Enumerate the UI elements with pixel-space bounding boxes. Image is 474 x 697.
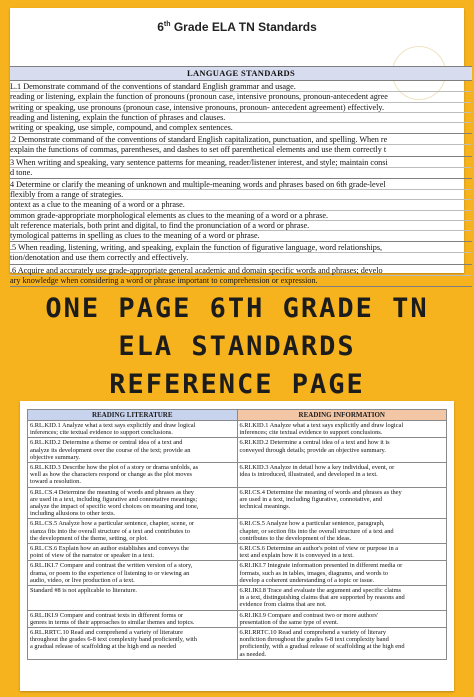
reading-standard-row	[28, 610, 447, 627]
reading-standard-row	[28, 544, 447, 561]
reading-literature-cell: 6.RL.RRTC.10 Read and comprehend a variety of literature throughout the grades 6-8 text complexity band proficiently, with a gradual release of scaffolding at the high end as needed	[28, 628, 238, 660]
reading-information-cell: 6.RI.KID.3 Analyze in detail how a key individual, event, or idea is introduced, illustrated, and developed in a text.	[237, 463, 447, 488]
reading-literature-cell: 6.RL.KID.2 Determine a theme or central idea of a text and analyze its development over the course of the text; provide an objective summary.	[28, 438, 238, 463]
language-standard-row	[10, 81, 472, 134]
language-standard-line: ult reference materials, both print and digital, to find the pronunciation of a word or phrase.	[10, 221, 471, 231]
reading-literature-cell: 6.RL.KID.3 Describe how the plot of a story or drama unfolds, as well as how the characters respond or change as the plot moves toward a resolution.	[28, 463, 238, 488]
reading-information-cell: 6.RI.IKI.8 Trace and evaluate the argument and specific claims in a text, distinguishing claims that are supported by reasons and evidence from claims that are not.	[237, 586, 447, 611]
reading-standards-card	[20, 401, 454, 691]
reading-standard-row	[28, 519, 447, 544]
reading-standard-row	[28, 628, 447, 660]
reading-literature-cell: Standard #8 is not applicable to literature.	[28, 586, 238, 611]
reading-information-header: READING INFORMATION	[237, 410, 447, 421]
language-standard-cell	[10, 264, 472, 286]
reading-literature-cell: 6.RL.CS.5 Analyze how a particular sentence, chapter, scene, or stanza fits into the overall structure of a text and contributes to the development of the theme, setting, or plot.	[28, 519, 238, 544]
language-standard-row	[10, 264, 472, 286]
reading-information-cell: 6.RI.IKI.9 Compare and contrast two or more authors' presentation of the same type of event.	[237, 610, 447, 627]
language-standard-line: tion/denotation and use them correctly and effectively.	[10, 253, 189, 263]
language-standard-line: reading and listening, explain the function of phrases and clauses.	[10, 113, 471, 123]
reading-information-cell: 6.RI.IKI.7 Integrate information presented in different media or formats, such as in tables, images, diagrams, and words to develop a coherent understanding of a topic or issue.	[237, 561, 447, 586]
headline-line-3: REFERENCE PAGE	[109, 369, 365, 400]
reading-information-cell: 6.RI.CS.4 Determine the meaning of words and phrases as they are used in a text, including figurative, connotative, and technical meanings.	[237, 487, 447, 519]
language-standard-line: 3 When writing and speaking, vary sentence patterns for meaning, reader/listener interest, and style; maintain consi	[10, 158, 471, 168]
language-standard-line: .6 Acquire and accurately use grade-appropriate general academic and domain specific words and phrases; develo	[10, 266, 471, 276]
reading-standard-row	[28, 421, 447, 438]
language-standard-line: .5 When reading, listening, writing, and speaking, explain the function of figurative language, word relationships,	[10, 243, 471, 253]
reading-literature-cell: 6.RL.CS.6 Explain how an author establishes and conveys the point of view of the narrator or speaker in a text.	[28, 544, 238, 561]
language-standards-card	[10, 8, 464, 285]
language-standard-cell	[10, 134, 472, 156]
reading-literature-cell: 6.RL.KID.1 Analyze what a text says explicitly and draw logical inferences; cite textual evidence to support conclusions.	[28, 421, 238, 438]
language-standard-line: flexibly from a range of strategies.	[10, 190, 471, 200]
language-standard-row	[10, 179, 472, 242]
language-standard-cell	[10, 242, 472, 264]
title-text: Grade ELA TN Standards	[170, 20, 317, 34]
reading-information-cell: 6.RI.KID.2 Determine a central idea of a text and how it is conveyed through details; provide an objective summary.	[237, 438, 447, 463]
language-standard-line: ary knowledge when considering a word or phrase important to comprehension or expression.	[10, 275, 318, 285]
title-grade-number: 6	[157, 20, 164, 34]
reading-literature-cell: 6.RL.IKI.7 Compare and contrast the written version of a story, drama, or poem to the experience of listening to or viewing an audio, video, or live production of a text.	[28, 561, 238, 586]
reading-header-row	[28, 410, 447, 421]
language-standard-row	[10, 242, 472, 264]
language-standard-line: tymological patterns in spelling as clues to the meaning of a word or phrase.	[10, 231, 260, 241]
language-standard-row	[10, 156, 472, 178]
reading-literature-cell: 6.RL.CS.4 Determine the meaning of words and phrases as they are used in a text, including figurative and connotative meanings; analyze the impact of specific word choices on meaning and tone, including allusions to other texts.	[28, 487, 238, 519]
language-standards-table	[10, 66, 472, 287]
language-standard-line: .2 Demonstrate command of the conventions of standard English capitalization, punctuation, and spelling. When re	[10, 135, 471, 145]
language-standard-line: ommon grade-appropriate morphological elements as clues to the meaning of a word or a phrase.	[10, 211, 471, 221]
language-standard-row	[10, 134, 472, 156]
reading-standards-table	[27, 409, 447, 660]
headline	[0, 290, 474, 404]
language-standards-header: LANGUAGE STANDARDS	[10, 67, 472, 81]
language-standard-line: L.1 Demonstrate command of the conventions of standard English grammar and usage.	[10, 82, 471, 92]
language-standard-line: explain the functions of commas, parentheses, and dashes to set off parenthetical elements and use them correctly t	[10, 145, 387, 155]
language-standard-line: d tone.	[10, 167, 33, 177]
reading-standard-row	[28, 561, 447, 586]
language-standard-line: writing or speaking, use simple, compound, and complex sentences.	[10, 123, 233, 133]
reading-information-cell: 6.RI.CS.6 Determine an author's point of view or purpose in a text and explain how it is conveyed in a text.	[237, 544, 447, 561]
language-standard-line: 4 Determine or clarify the meaning of unknown and multiple-meaning words and phrases based on 6th grade-level	[10, 180, 471, 190]
language-standards-header-row	[10, 67, 472, 81]
reading-literature-header: READING LITERATURE	[28, 410, 238, 421]
headline-line-1: ONE PAGE 6TH GRADE TN	[45, 293, 429, 324]
reading-information-cell: 6.RI.CS.5 Analyze how a particular sentence, paragraph, chapter, or section fits into the overall structure of a text and contributes to the development of the ideas.	[237, 519, 447, 544]
headline-line-2: ELA STANDARDS	[118, 331, 356, 362]
reading-standard-row	[28, 487, 447, 519]
reading-information-cell: 6.RI.KID.1 Analyze what a text says explicitly and draw logical inferences; cite textual evidence to support conclusions.	[237, 421, 447, 438]
reading-information-cell: 6.RI.RRTC.10 Read and comprehend a variety of literary nonfiction throughout the grades 6-8 text complexity band proficiently, with a gradual release of scaffolding at the high end as needed.	[237, 628, 447, 660]
page-title	[10, 20, 464, 34]
language-standard-cell	[10, 179, 472, 242]
reading-standard-row	[28, 586, 447, 611]
reading-standard-row	[28, 438, 447, 463]
reading-literature-cell: 6.RL.IKI.9 Compare and contrast texts in different forms or genres in terms of their approaches to similar themes and topics.	[28, 610, 238, 627]
language-standard-line: writing or speaking, use pronouns (pronoun case, intensive pronouns, pronoun- antecedent agreement) effectively.	[10, 103, 471, 113]
language-standard-cell	[10, 156, 472, 178]
language-standard-cell	[10, 81, 472, 134]
reading-standard-row	[28, 463, 447, 488]
language-standard-line: reading or listening, explain the function of pronouns (pronoun case, intensive pronouns, pronoun-antecedent agree	[10, 92, 471, 102]
title-superscript: th	[163, 21, 171, 28]
language-standard-line: ontext as a clue to the meaning of a word or a phrase.	[10, 200, 471, 210]
